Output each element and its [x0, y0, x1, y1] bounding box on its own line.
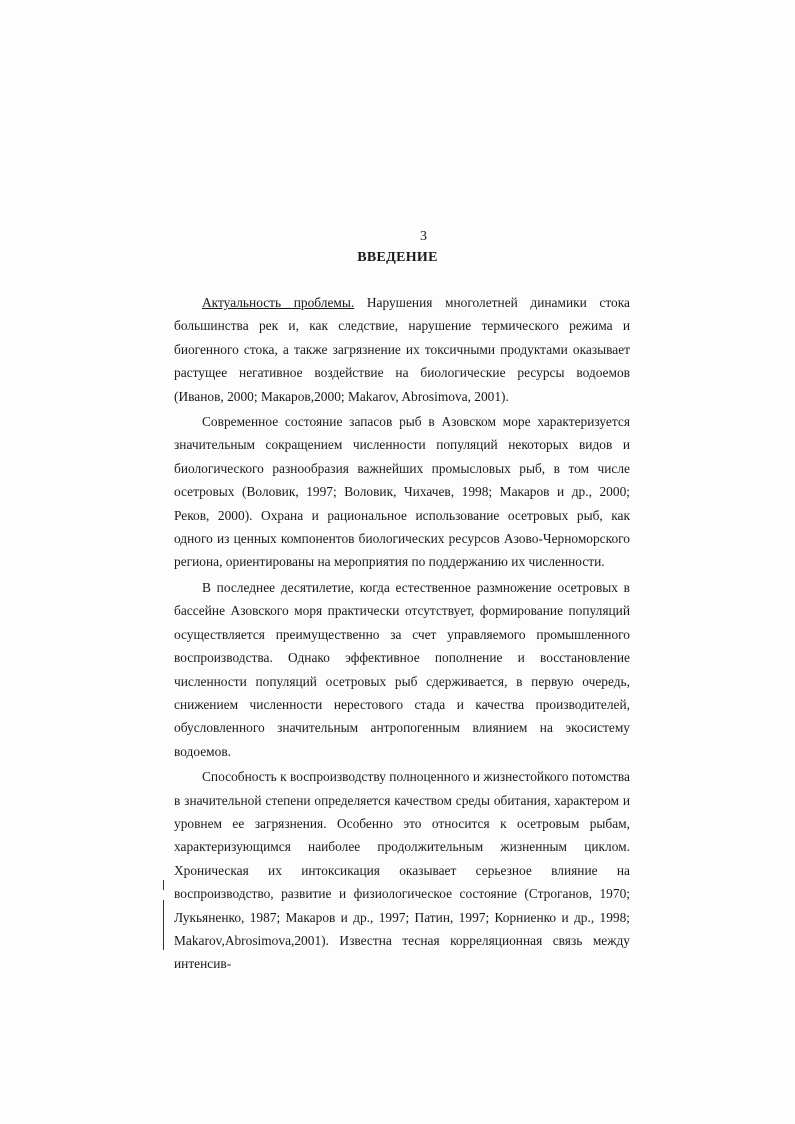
relevance-label: Актуальность проблемы. — [202, 295, 355, 310]
section-heading: ВВЕДЕНИЕ — [357, 250, 438, 265]
paragraph-relevance — [174, 291, 630, 408]
paragraph-environment: Способность к воспроизводству полноценного и жизнестойкого потомства в значительной степени определяется качеством среды обитания, характером и уровнем ее загрязнения. Особенно это относится к осетровым рыбам, характеризующимся наиболее продолжительным жизненным циклом. Хроническая их интоксикация оказывает серьезное влияние на воспроизводство, развитие и физиологическое состояние (Строганов, 1970; Лукьяненко, 1987; Макаров и др., 1997; Патин, 1997; Корниенко и др., 1998; Makarov,Abrosimova,2001). Известна тесная корреляционная связь между интенсив- — [174, 769, 630, 972]
body-text — [174, 291, 630, 976]
paragraph-reproduction: В последнее десятилетие, когда естественное размножение осетровых в бассейне Азовского моря практически отсутствует, формирование популяций осуществляется преимущественно за счет управляемого промышленного воспроизводства. Однако эффективное пополнение и восстановление численности популяций осетровых рыб сдерживается, в первую очередь, снижением численности нерестового стада и качества производителей, обусловленного значительным антропогенным влиянием на экосистему водоемов. — [174, 579, 630, 759]
binding-line-mark — [163, 880, 164, 890]
paragraph-text: Нарушения многолетней динамики стока большинства рек и, как следствие, нарушение термического режима и биогенного стока, а также загрязнение их токсичными продуктами оказывает растущее негативное воздействие на биологические ресурсы водоемов (Иванов, 2000; Макаров,2000; Makarov, Abrosimova, 2001). — [174, 295, 630, 404]
paragraph-stocks: Современное состояние запасов рыб в Азовском море характеризуется значительным сокращением численности популяций некоторых видов и биологического разнообразия важнейших промысловых рыб, в том числе осетровых (Воловик, 1997; Воловик, Чихачев, 1998; Макаров и др., 2000; Реков, 2000). Охрана и рациональное использование осетровых рыб, как одного из ценных компонентов биологических ресурсов Азово-Черноморского региона, ориентированы на мероприятия по поддержанию их численности. — [174, 414, 630, 570]
binding-line-mark — [163, 900, 164, 950]
page-number: 3 — [420, 229, 427, 244]
